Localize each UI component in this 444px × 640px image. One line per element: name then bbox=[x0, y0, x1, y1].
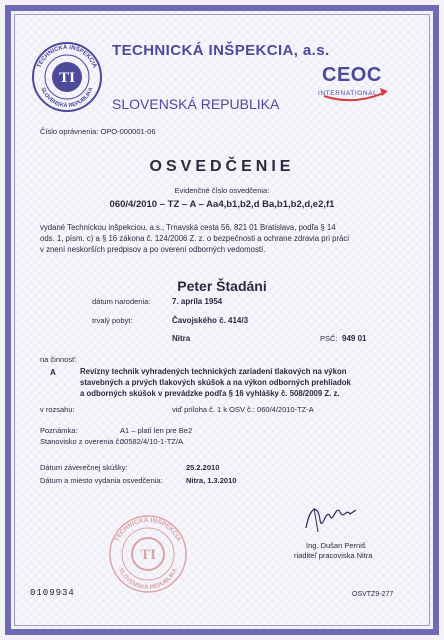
signatory-name: Ing. Dušan Perniš bbox=[306, 541, 366, 550]
authorization-value: OPO-000001-06 bbox=[100, 127, 156, 136]
serial-number: 0109934 bbox=[30, 588, 75, 598]
holder-name: Peter Štadáni bbox=[177, 278, 267, 294]
seal-ring-top: TECHNICKÁ INŠPEKCIA bbox=[36, 44, 98, 69]
ceoc-logo-subtext: INTERNATIONAL bbox=[318, 90, 378, 97]
issued-line-3: v znení neskorších predpisov a po overení odborných vedomostí. bbox=[40, 245, 266, 254]
opinion-label: Stanovisko z overenia č.: bbox=[40, 437, 124, 446]
ceoc-logo-text: CEOC bbox=[322, 64, 382, 86]
authorization-label: Číslo oprávnenia: bbox=[40, 127, 99, 136]
activity-text bbox=[80, 366, 380, 399]
organization-name: TECHNICKÁ INŠPEKCIA, a.s. bbox=[112, 42, 330, 59]
issued-line-2: ods. 1, písm. c) a § 16 zákona č. 124/2006 Z. z. o bezpečnosti a ochrane zdravia pri práci bbox=[40, 234, 350, 243]
svg-text:TECHNICKÁ INŠPEKCIA: TECHNICKÁ INŠPEKCIA bbox=[113, 516, 183, 543]
ti-seal-logo bbox=[30, 40, 104, 114]
psc-value: 949 01 bbox=[342, 334, 367, 343]
opinion-value: 00582/4/10-1-TZ/A bbox=[120, 437, 183, 446]
exam-date-label: Dátum záverečnej skúšky: bbox=[40, 463, 128, 472]
activity-line-2: stavebných a prvých tlakových skúšok a na výkon odborných prehliadok bbox=[80, 378, 351, 387]
registration-label: Evidenčné číslo osvedčenia: bbox=[174, 186, 270, 195]
handwritten-signature bbox=[300, 498, 360, 538]
form-code: OSVTZ9-277 bbox=[352, 591, 394, 598]
registration-number: 060/4/2010 – TZ – A – Aa4,b1,b2,d Ba,b1,b2,d,e2,f1 bbox=[109, 199, 335, 210]
activity-label: na činnosť: bbox=[40, 355, 78, 364]
signatory-role: riaditeľ pracoviska Nitra bbox=[294, 551, 373, 560]
svg-text:SLOVENSKÁ REPUBLIKA: SLOVENSKÁ REPUBLIKA bbox=[117, 567, 179, 592]
address-city: Nitra bbox=[172, 334, 191, 343]
dob-value: 7. apríla 1954 bbox=[172, 297, 223, 306]
issue-date-value: Nitra, 1.3.2010 bbox=[186, 476, 237, 485]
note-value: A1 – platí len pre Be2 bbox=[120, 426, 193, 435]
seal-ring-bottom: SLOVENSKÁ REPUBLIKA bbox=[39, 86, 95, 110]
psc-label: PSČ: bbox=[320, 334, 338, 343]
seal-center-text: TI bbox=[59, 70, 75, 86]
activity-marker: A bbox=[50, 368, 56, 377]
address-street: Čavojského č. 414/3 bbox=[172, 316, 249, 325]
issue-date-label: Dátum a miesto vydania osvedčenia: bbox=[40, 476, 163, 485]
address-label: trvalý pobyt: bbox=[92, 316, 133, 325]
activity-line-1: Revízny technik vyhradených technických zariadení tlakových na výkon bbox=[80, 367, 347, 376]
country-name: SLOVENSKÁ REPUBLIKA bbox=[112, 96, 280, 112]
dob-label: dátum narodenia: bbox=[92, 297, 151, 306]
svg-text:TI: TI bbox=[140, 547, 156, 563]
note-label: Poznámka: bbox=[40, 426, 78, 435]
issued-line-1: vydané Technickou inšpekciou, a.s., Trnavská cesta 56, 821 01 Bratislava, podľa § 14 bbox=[40, 223, 336, 232]
scope-label: v rozsahu: bbox=[40, 405, 75, 414]
exam-date-value: 25.2.2010 bbox=[186, 463, 220, 472]
document-title: OSVEDČENIE bbox=[149, 158, 295, 175]
official-stamp bbox=[106, 512, 190, 596]
scope-value: viď príloha č. 1 k OSV č.: 060/4/2010-TZ-A bbox=[172, 405, 314, 414]
issued-by-paragraph bbox=[40, 222, 410, 255]
authorization-line bbox=[40, 127, 156, 136]
activity-line-3: a odborných skúšok v prevádzke podľa § 16 vyhlášky č. 508/2009 Z. z. bbox=[80, 389, 340, 398]
